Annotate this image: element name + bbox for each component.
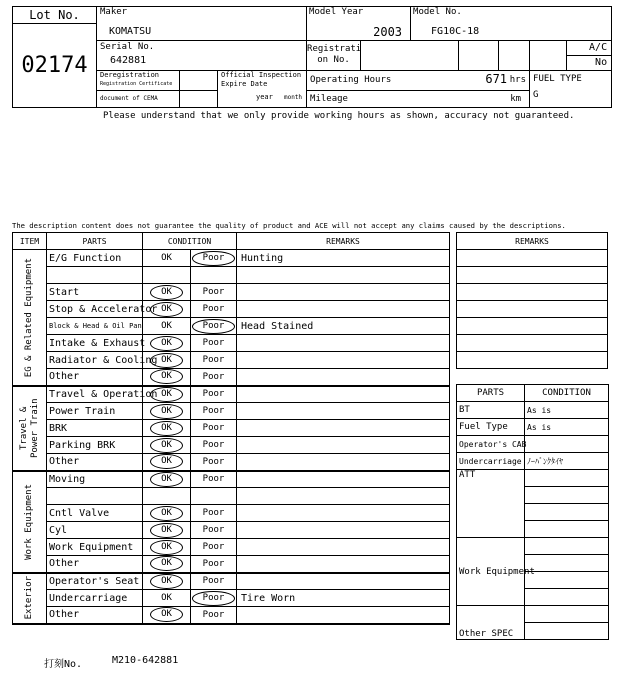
table-row xyxy=(13,437,450,454)
table-row xyxy=(13,607,450,624)
part-name xyxy=(47,267,143,284)
table-row xyxy=(13,301,450,318)
ok-option: OK xyxy=(150,285,183,300)
right-remarks-cell xyxy=(457,352,608,369)
inspection-label: Official Inspection Expire Date xyxy=(221,71,302,89)
poor-cell xyxy=(191,318,237,335)
poor-option: Poor xyxy=(202,542,225,552)
op-hours-value: 671 xyxy=(485,72,508,87)
poor-cell xyxy=(191,369,237,386)
right-blank-cell xyxy=(525,606,609,623)
group-cell xyxy=(13,471,47,573)
dereg-blank xyxy=(180,71,218,90)
ok-cell xyxy=(143,369,191,386)
model-year-label: Model Year xyxy=(307,7,411,24)
table-row xyxy=(13,369,450,386)
ok-cell xyxy=(143,522,191,539)
poor-cell xyxy=(191,403,237,420)
ok-option: OK xyxy=(150,523,183,538)
hrs-label: hrs xyxy=(509,75,527,86)
ok-option: OK xyxy=(161,253,172,263)
poor-option: Poor xyxy=(202,474,225,485)
right-remarks-row xyxy=(457,352,608,369)
poor-option: Poor xyxy=(202,338,225,348)
remark-cell xyxy=(237,369,450,386)
part-name: E/G Function xyxy=(47,250,143,267)
cema-label: document of CEMA xyxy=(97,90,180,107)
model-year-value: 2003 xyxy=(307,24,411,40)
poor-cell xyxy=(191,539,237,556)
poor-option: Poor xyxy=(202,371,225,382)
right-part-name: Fuel Type xyxy=(457,419,525,436)
mileage-label: Mileage xyxy=(310,93,348,104)
group-label: Travel & Power Train xyxy=(18,398,40,458)
remark-cell: Tire Worn xyxy=(237,590,450,607)
table-row xyxy=(13,403,450,420)
registration-value xyxy=(361,40,459,71)
att-label: ATT xyxy=(457,470,525,538)
ok-cell xyxy=(143,352,191,369)
group-cell xyxy=(13,573,47,624)
group-cell xyxy=(13,250,47,386)
work-equipment-label: Work Equipment xyxy=(457,538,525,606)
registration-label: Registrati on No. xyxy=(307,40,361,71)
poor-option: Poor xyxy=(202,355,225,365)
ok-cell xyxy=(143,556,191,573)
table-row xyxy=(13,471,450,488)
remark-cell xyxy=(237,505,450,522)
right-parts-row xyxy=(457,538,609,555)
right-part-condition xyxy=(525,436,609,453)
poor-option: Poor xyxy=(202,525,225,535)
poor-cell xyxy=(191,386,237,403)
poor-option: Poor xyxy=(202,609,225,620)
right-part-condition: As is xyxy=(525,402,609,419)
poor-option: Poor xyxy=(202,576,225,587)
condition-header: CONDITION xyxy=(143,233,237,250)
inspection-cell xyxy=(218,71,307,108)
poor-cell xyxy=(191,301,237,318)
part-name: Other xyxy=(47,556,143,573)
registration-blank-2 xyxy=(499,40,530,71)
ok-option: OK xyxy=(150,387,183,402)
ok-cell xyxy=(143,301,191,318)
table-row xyxy=(13,454,450,471)
ok-cell xyxy=(143,267,191,284)
right-part-condition: As is xyxy=(525,419,609,436)
remark-cell xyxy=(237,488,450,505)
right-remarks-row xyxy=(457,250,608,267)
table-row xyxy=(13,522,450,539)
remark-cell xyxy=(237,284,450,301)
ac-cell xyxy=(567,40,612,71)
ok-option: OK xyxy=(150,369,183,384)
remark-cell xyxy=(237,420,450,437)
right-remarks-cell xyxy=(457,250,608,267)
remark-cell xyxy=(237,352,450,369)
ac-label: A/C xyxy=(567,41,611,56)
poor-option: Poor xyxy=(202,440,225,450)
table-row xyxy=(13,267,450,284)
right-remarks-cell xyxy=(457,301,608,318)
model-no-label: Model No. xyxy=(411,7,612,24)
right-remarks-row xyxy=(457,301,608,318)
poor-cell xyxy=(191,284,237,301)
ok-cell xyxy=(143,250,191,267)
part-name: Power Train xyxy=(47,403,143,420)
part-name: Radiator & Cooling xyxy=(47,352,143,369)
right-blank-cell xyxy=(525,521,609,538)
serial-label: Serial No. xyxy=(100,41,155,52)
poor-option: Poor xyxy=(202,389,225,400)
group-label: Work Equipment xyxy=(24,483,34,560)
part-name: BRK xyxy=(47,420,143,437)
poor-cell xyxy=(191,267,237,284)
poor-cell xyxy=(191,522,237,539)
right-blank-cell xyxy=(525,572,609,589)
right-blank-cell xyxy=(525,470,609,487)
right-remarks-row xyxy=(457,335,608,352)
ok-option: OK xyxy=(161,593,172,603)
table-row xyxy=(13,573,450,590)
dereg-cell xyxy=(97,71,180,90)
registration-blank-3 xyxy=(530,40,567,71)
remark-cell xyxy=(237,573,450,590)
poor-option: Poor xyxy=(202,304,225,314)
part-name: Other xyxy=(47,454,143,471)
part-name: Other xyxy=(47,369,143,386)
ok-cell xyxy=(143,539,191,556)
registration-blank-1 xyxy=(459,40,499,71)
item-header: ITEM xyxy=(13,233,47,250)
poor-option: Poor xyxy=(192,319,236,334)
remark-cell: Hunting xyxy=(237,250,450,267)
right-remarks-row xyxy=(457,284,608,301)
group-label: Exterior xyxy=(24,576,34,620)
right-remarks-row xyxy=(457,267,608,284)
ok-option: OK xyxy=(150,607,183,622)
right-blank-cell xyxy=(525,504,609,521)
right-remarks-cell xyxy=(457,318,608,335)
poor-option: Poor xyxy=(202,456,225,467)
remarks-header: REMARKS xyxy=(237,233,450,250)
poor-cell xyxy=(191,335,237,352)
part-name: Work Equipment xyxy=(47,539,143,556)
group-label: EG & Related Equipment xyxy=(24,257,34,377)
poor-option: Poor xyxy=(192,251,236,266)
right-parts-header: PARTS xyxy=(457,385,525,402)
poor-cell xyxy=(191,420,237,437)
table-row xyxy=(13,556,450,573)
ok-option: OK xyxy=(150,556,183,571)
part-name: Cyl xyxy=(47,522,143,539)
right-part-name: Undercarriage xyxy=(457,453,525,470)
right-parts-row xyxy=(457,453,609,470)
right-parts-row xyxy=(457,419,609,436)
maker-value: KOMATSU xyxy=(97,24,307,40)
table-row xyxy=(13,505,450,522)
poor-cell xyxy=(191,250,237,267)
ok-option: OK xyxy=(150,353,183,368)
part-name: Intake & Exhaust xyxy=(47,335,143,352)
poor-cell xyxy=(191,352,237,369)
serial-cell xyxy=(97,40,307,71)
disclaimer: The description content does not guarantee the quality of product and ACE will not accept any claims caused by the descriptions. xyxy=(12,221,566,230)
poor-option: Poor xyxy=(202,558,225,569)
remark-cell xyxy=(237,301,450,318)
right-blank-cell xyxy=(525,538,609,555)
remark-cell: Head Stained xyxy=(237,318,450,335)
poor-cell xyxy=(191,590,237,607)
table-row xyxy=(13,284,450,301)
poor-cell xyxy=(191,454,237,471)
right-remarks-cell xyxy=(457,284,608,301)
table-row xyxy=(13,539,450,556)
remark-cell xyxy=(237,335,450,352)
right-parts-row xyxy=(457,470,609,487)
ok-option: OK xyxy=(161,321,172,331)
poor-cell xyxy=(191,488,237,505)
poor-cell xyxy=(191,607,237,624)
part-name: Moving xyxy=(47,471,143,488)
right-parts-table xyxy=(456,384,609,640)
ok-option: OK xyxy=(150,574,183,589)
remark-cell xyxy=(237,386,450,403)
reg-cert-label: Registration Certificate xyxy=(100,81,173,88)
part-name: Block & Head & Oil Pan xyxy=(47,318,143,335)
ok-cell xyxy=(143,284,191,301)
stamp-label: 打刻No. xyxy=(44,659,83,670)
remark-cell xyxy=(237,403,450,420)
year-label: year xyxy=(256,93,273,102)
model-no-value: FG10C-18 xyxy=(411,24,612,40)
part-name: Stop & Accelerator xyxy=(47,301,143,318)
ok-cell xyxy=(143,607,191,624)
table-row xyxy=(13,335,450,352)
part-name xyxy=(47,488,143,505)
stamp-value: M210-642881 xyxy=(112,655,179,666)
remark-cell xyxy=(237,556,450,573)
table-row xyxy=(13,386,450,403)
fuel-cell xyxy=(530,71,612,108)
ok-option: OK xyxy=(150,454,183,469)
ok-option: OK xyxy=(150,540,183,555)
table-row xyxy=(13,318,450,335)
part-name: Parking BRK xyxy=(47,437,143,454)
part-name: Travel & Operation xyxy=(47,386,143,403)
remark-cell xyxy=(237,267,450,284)
op-hours-label: Operating Hours xyxy=(310,75,392,86)
remark-cell xyxy=(237,437,450,454)
op-hours-cell xyxy=(307,71,530,90)
right-parts-row xyxy=(457,606,609,623)
remark-cell xyxy=(237,539,450,556)
mileage-cell xyxy=(307,90,530,107)
fuel-label: FUEL TYPE xyxy=(533,74,582,85)
ok-option: OK xyxy=(150,336,183,351)
right-blank-cell xyxy=(525,623,609,640)
remark-cell xyxy=(237,607,450,624)
right-blank-cell xyxy=(525,589,609,606)
right-remarks-cell xyxy=(457,267,608,284)
ok-option: OK xyxy=(150,506,183,521)
hours-notice: Please understand that we only provide working hours as shown, accuracy not guaranteed. xyxy=(103,111,575,121)
cema-blank xyxy=(180,90,218,107)
serial-value: 642881 xyxy=(110,54,147,66)
table-row xyxy=(13,352,450,369)
ok-option: OK xyxy=(150,438,183,453)
table-row xyxy=(13,250,450,267)
poor-option: Poor xyxy=(202,508,225,518)
part-name: Start xyxy=(47,284,143,301)
right-part-name: BT xyxy=(457,402,525,419)
ok-cell xyxy=(143,386,191,403)
other-spec-label: Other SPEC xyxy=(457,606,525,640)
right-remarks-header: REMARKS xyxy=(457,233,608,250)
ok-cell xyxy=(143,335,191,352)
right-parts-row xyxy=(457,402,609,419)
table-row xyxy=(13,488,450,505)
lot-label: Lot No. xyxy=(13,7,97,24)
ok-cell xyxy=(143,420,191,437)
poor-option: Poor xyxy=(202,406,225,416)
part-name: Undercarriage xyxy=(47,590,143,607)
part-name: Cntl Valve xyxy=(47,505,143,522)
month-label: month xyxy=(283,94,303,102)
remark-cell xyxy=(237,522,450,539)
remark-cell xyxy=(237,471,450,488)
right-blank-cell xyxy=(525,487,609,504)
right-blank-cell xyxy=(525,555,609,572)
right-part-condition: ﾉｰﾊﾞﾝｸﾀｲﾔ xyxy=(525,453,609,470)
ok-cell xyxy=(143,454,191,471)
header-table xyxy=(12,6,612,108)
ok-cell xyxy=(143,471,191,488)
ok-cell xyxy=(143,318,191,335)
table-row xyxy=(13,420,450,437)
ok-cell xyxy=(143,437,191,454)
lot-number: 02174 xyxy=(13,24,97,108)
ok-cell xyxy=(143,505,191,522)
poor-option: Poor xyxy=(202,423,225,433)
ok-cell xyxy=(143,488,191,505)
table-row xyxy=(13,590,450,607)
dereg-label: Deregistration xyxy=(100,71,160,80)
ok-option: OK xyxy=(150,472,183,487)
poor-option: Poor xyxy=(192,591,236,606)
part-name: Operator's Seat xyxy=(47,573,143,590)
right-remarks-table xyxy=(456,232,608,369)
right-condition-header: CONDITION xyxy=(525,385,609,402)
poor-cell xyxy=(191,556,237,573)
km-label: km xyxy=(510,93,522,104)
right-remarks-cell xyxy=(457,335,608,352)
poor-cell xyxy=(191,437,237,454)
poor-cell xyxy=(191,505,237,522)
poor-option: Poor xyxy=(202,287,225,297)
parts-header: PARTS xyxy=(47,233,143,250)
ok-cell xyxy=(143,573,191,590)
poor-cell xyxy=(191,471,237,488)
poor-cell xyxy=(191,573,237,590)
ok-option: OK xyxy=(150,302,183,317)
ok-cell xyxy=(143,403,191,420)
maker-label: Maker xyxy=(97,7,307,24)
remark-cell xyxy=(237,454,450,471)
condition-table xyxy=(12,232,450,625)
ok-option: OK xyxy=(150,404,183,419)
part-name: Other xyxy=(47,607,143,624)
group-cell xyxy=(13,386,47,471)
ok-option: OK xyxy=(150,421,183,436)
right-part-name: Operator's CAB xyxy=(457,436,525,453)
right-parts-row xyxy=(457,436,609,453)
fuel-value: G xyxy=(533,90,539,101)
ok-cell xyxy=(143,590,191,607)
right-remarks-row xyxy=(457,318,608,335)
ac-value: No xyxy=(595,56,608,68)
